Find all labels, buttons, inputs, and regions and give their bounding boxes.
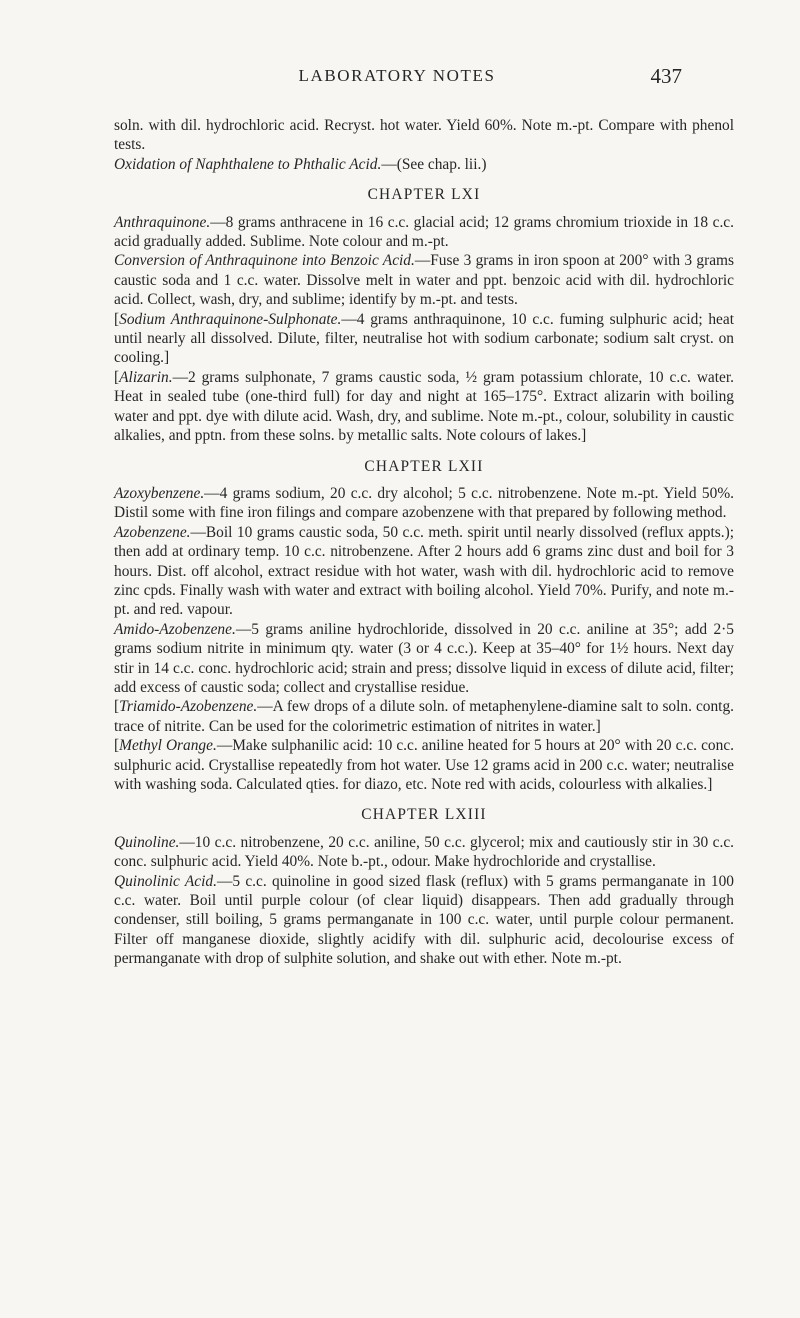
paragraph-text: —Boil 10 grams caustic soda, 50 c.c. meth. spirit until nearly dissolved (reflux appts.); then add at ordinary temp. 10 c.c. nitrobenzene. After 2 hours add 6 grams zinc dust and boil for 3 hours. Dist. off alcohol, extract residue with hot water, wash with dil. hydrochloric acid to remove zinc cpds. Finally wash with water and extract with boiling alcohol. Yield 70%. Purify, and note m.-pt. and red. vapour. — [114, 523, 734, 619]
paragraph-text: —10 c.c. nitrobenzene, 20 c.c. aniline, 50 c.c. glycerol; mix and cautiously stir in 30 c.c. conc. sulphuric acid. Yield 40%. Note b.-pt., odour. Make hydrochloride and crystallise. — [114, 833, 734, 871]
paragraph — [114, 484, 734, 523]
paragraph-heading: Quinolinic Acid. — [114, 872, 217, 890]
paragraph-text: [ — [114, 368, 120, 386]
paragraph-text: —A few drops of a dilute soln. of metaphenylene-diamine salt to soln. contg. trace of nitrite. Can be used for the colorimetric estimation of nitrites in water.] — [114, 698, 734, 735]
paragraph-heading: Quinoline. — [114, 833, 180, 851]
page-number: 437 — [650, 64, 682, 88]
paragraph-heading: Azobenzene. — [114, 523, 191, 541]
paragraph-text: —(See chap. lii.) — [381, 155, 487, 173]
paragraph — [114, 310, 734, 368]
paragraph — [114, 523, 734, 620]
paragraph-heading: Oxidation of Naphthalene to Phthalic Acid. — [114, 155, 382, 173]
paragraph-heading: Alizarin. — [119, 368, 173, 386]
paragraph-text: —Make sulphanilic acid: 10 c.c. aniline heated for 5 hours at 20° with 20 c.c. conc. sulphuric acid. Crystallise repeatedly from hot water. Use 12 grams acid in 200 c.c. water; neutralise with washing soda. Calculated qties. for diazo, etc. Note red with acids, colourless with alkalies.] — [114, 737, 734, 793]
paragraph-heading: Conversion of Anthraquinone into Benzoic Acid. — [114, 252, 415, 270]
paragraph — [114, 872, 734, 969]
chapter-heading: CHAPTER LXI — [367, 186, 481, 204]
paragraph-text: —4 grams anthraquinone, 10 c.c. fuming sulphuric acid; heat until nearly all dissolved. Dilute, filter, neutralise hot with sodium carbonate; sodium salt cryst. on cooling.] — [114, 310, 734, 367]
body-text — [114, 116, 734, 969]
chapter-heading: CHAPTER LXII — [364, 457, 484, 475]
paragraph-heading: Amido-Azobenzene. — [114, 620, 236, 638]
paragraph — [114, 251, 734, 309]
paragraph-text: —4 grams sodium, 20 c.c. dry alcohol; 5 c.c. nitrobenzene. Note m.-pt. Yield 50%. Distil some with fine iron filings and compare azobenzene with that prepared by following method. — [114, 484, 734, 522]
paragraph-text: [ — [114, 698, 120, 716]
paragraph-heading: Azoxybenzene. — [114, 484, 205, 502]
paragraph-text: —Fuse 3 grams in iron spoon at 200° with 3 grams caustic soda and 1 c.c. water. Dissolve melt in water and ppt. benzoic acid with dil. hydrochloric acid. Collect, wash, dry, and sublime; identify by m.-pt. and tests. — [114, 252, 734, 309]
paragraph — [114, 155, 734, 174]
paragraph-text: [ — [114, 310, 120, 328]
chapter-heading: CHAPTER LXIII — [361, 806, 487, 824]
paragraph — [114, 368, 734, 446]
paragraph-text: soln. with dil. hydrochloric acid. Recryst. hot water. Yield 60%. Note m.-pt. Compare with phenol tests. — [114, 117, 734, 154]
paragraph-text: —2 grams sulphonate, 7 grams caustic soda, ½ gram potassium chlorate, 10 c.c. water. Heat in sealed tube (one-third full) for day and night at 165–175°. Extract alizarin with boiling water and ppt. dye with dilute acid. Wash, dry, and sublime. Note m.-pt., colour, solubility in caustic alkalies, and pptn. from these solns. by metallic salts. Note colours of lakes.] — [114, 368, 734, 445]
paragraph-heading: Methyl Orange. — [119, 737, 217, 755]
paragraph-text: —8 grams anthracene in 16 c.c. glacial acid; 12 grams chromium trioxide in 18 c.c. acid gradually added. Sublime. Note colour and m.-pt. — [114, 213, 734, 251]
paragraph — [114, 116, 734, 155]
running-header — [112, 64, 682, 90]
paragraph-heading: Anthraquinone. — [114, 213, 211, 231]
running-title: LABORATORY NOTES — [298, 66, 496, 85]
paragraph-heading: Triamido-Azobenzene. — [119, 698, 258, 716]
paragraph — [114, 620, 734, 698]
paragraph — [114, 736, 734, 794]
paragraph — [114, 833, 734, 872]
paragraph-heading: Sodium Anthraquinone-Sulphonate. — [119, 310, 342, 328]
paragraph-text: [ — [114, 737, 120, 755]
paragraph-text: —5 c.c. quinoline in good sized flask (reflux) with 5 grams permanganate in 100 c.c. water. Boil until purple colour (of clear liquid) disappears. Then add gradually through condenser, still boiling, 5 grams permanganate in 100 c.c. water, until purple colour permanent. Filter off manganese dioxide, slightly acidify with dil. sulphuric acid, decolourise excess of permanganate with drop of sulphite solution, and shake out with ether. Note m.-pt. — [114, 872, 735, 968]
paragraph — [114, 213, 734, 252]
paragraph-text: —5 grams aniline hydrochloride, dissolved in 20 c.c. aniline at 35°; add 2·5 grams sodium nitrite in minimum qty. water (3 or 4 c.c.). Keep at 35–40° for 1½ hours. Next day stir in 14 c.c. conc. hydrochloric acid; strain and press; dissolve liquid in excess of dilute acid, filter; add excess of caustic soda; collect and crystallise residue. — [114, 620, 734, 696]
paragraph — [114, 697, 734, 736]
